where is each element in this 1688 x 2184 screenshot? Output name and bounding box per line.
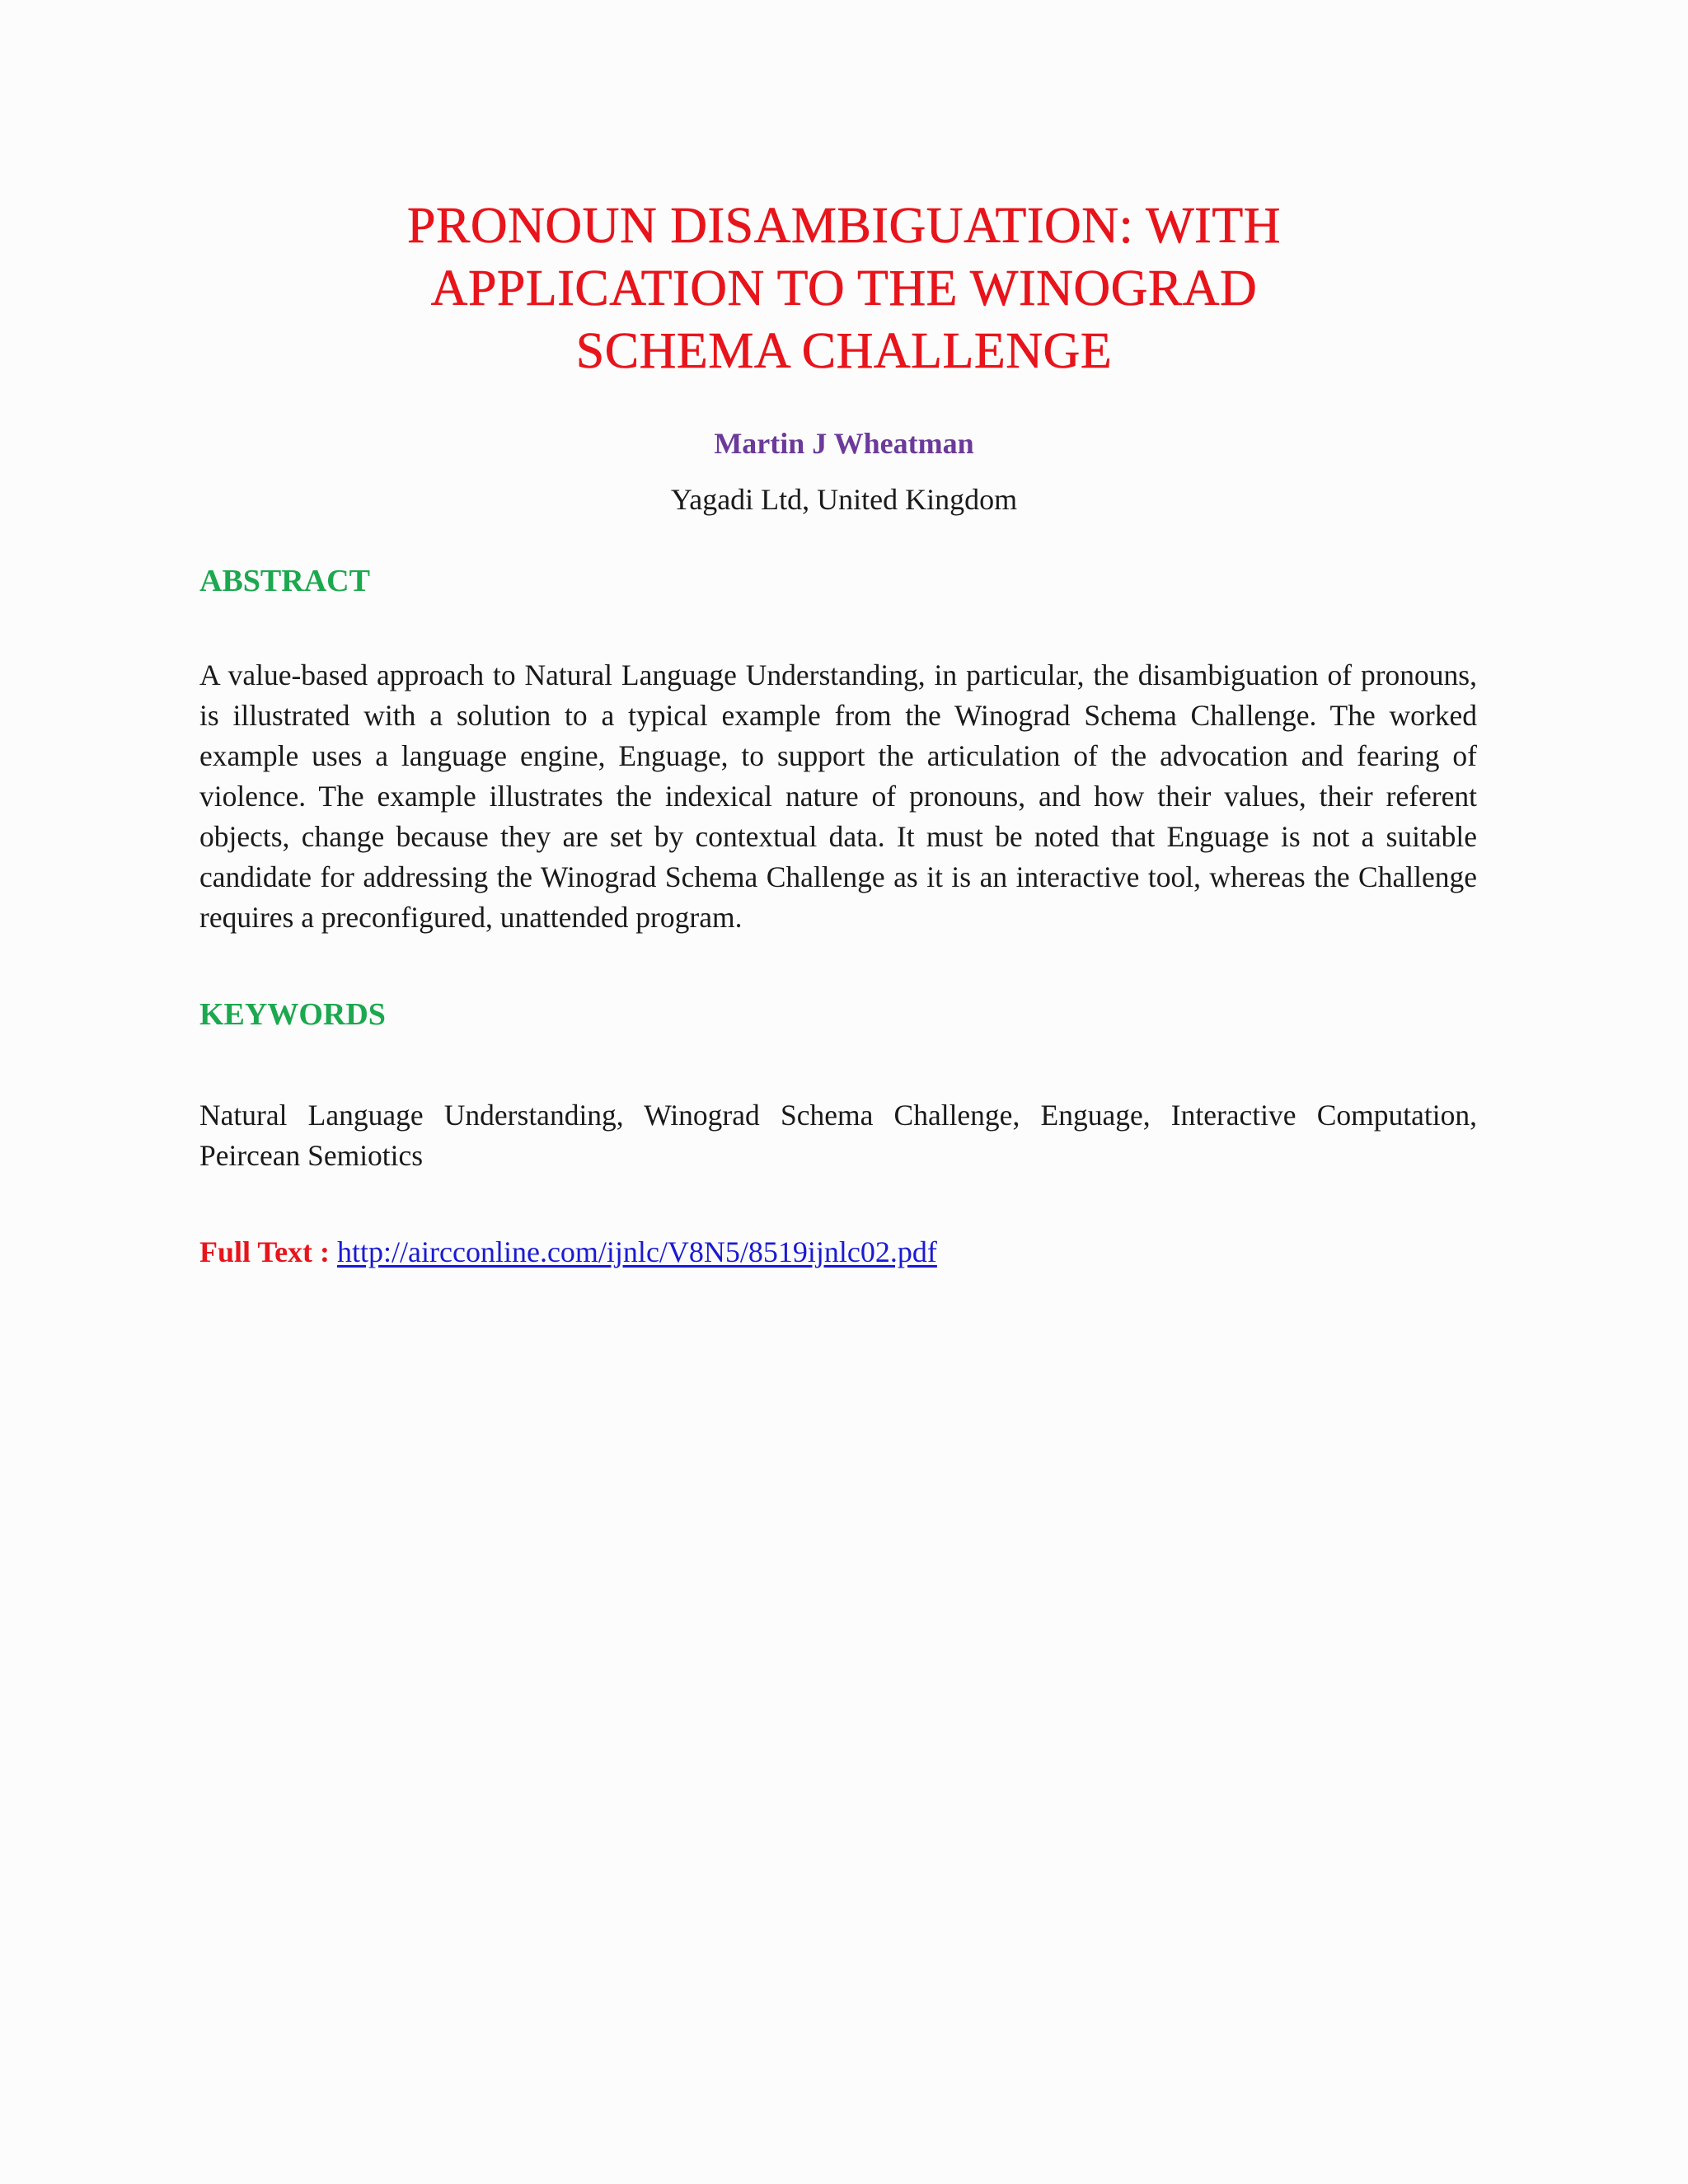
full-text-line	[199, 1233, 937, 1271]
full-text-label: Full Text :	[199, 1235, 331, 1268]
title-line-2: APPLICATION TO THE WINOGRAD	[430, 260, 1258, 316]
author-affiliation: Yagadi Ltd, United Kingdom	[670, 483, 1018, 516]
title-line-3: SCHEMA CHALLENGE	[575, 323, 1113, 379]
abstract-heading: ABSTRACT	[199, 564, 370, 598]
keywords-text: Natural Language Understanding, Winograd Schema Challenge, Enguage, Interactive Computation, Peircean Semiotics	[199, 1099, 1477, 1172]
full-text-link[interactable]: http://aircconline.com/ijnlc/V8N5/8519ijnlc02.pdf	[337, 1235, 937, 1268]
title-line-1: PRONOUN DISAMBIGUATION: WITH	[407, 198, 1281, 254]
keywords-heading: KEYWORDS	[199, 997, 386, 1032]
abstract-text: A value-based approach to Natural Language Understanding, in particular, the disambiguation of pronouns, is illustrated with a solution to a typical example from the Winograd Schema Challenge. The worked example uses a language engine, Enguage, to support the articulation of the advocation and fearing of violence. The example illustrates the indexical nature of pronouns, and how their values, their referent objects, change because they are set by contextual data. It must be noted that Enguage is not a suitable candidate for addressing the Winograd Schema Challenge as it is an interactive tool, whereas the Challenge requires a preconfigured, unattended program.	[199, 658, 1477, 934]
author-name: Martin J Wheatman	[714, 427, 974, 460]
paper-title	[198, 194, 1490, 382]
